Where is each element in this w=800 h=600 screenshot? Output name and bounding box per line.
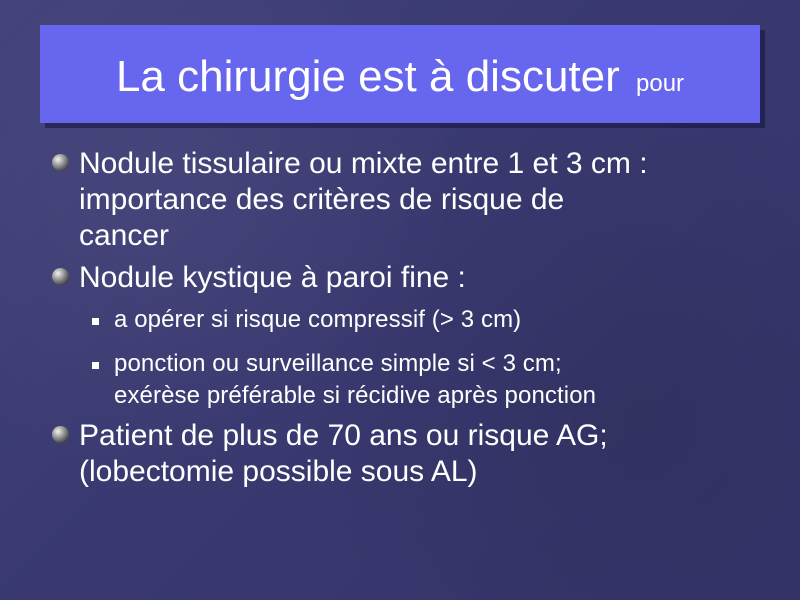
bullet-1-line-3: cancer (79, 219, 170, 252)
sub-bullet-2-2-line-2: exérèse préférable si récidive après ponction (114, 382, 597, 409)
sub-bullet-2-1 (52, 304, 772, 336)
bullet-2 (52, 260, 772, 296)
bullet-1-line-2: importance des critères de risque de (79, 183, 565, 216)
sphere-bullet-icon (52, 426, 69, 443)
bullet-3-line-2: (lobectomie possible sous AL) (79, 455, 478, 488)
slide-title (115, 52, 685, 101)
bullet-1-line-1: Nodule tissulaire ou mixte entre 1 et 3 cm : (79, 147, 648, 180)
sub-bullet-2-2-line-1: ponction ou surveillance simple si < 3 cm; (114, 350, 562, 377)
bullet-3 (52, 418, 772, 490)
title-box (40, 25, 760, 123)
slide-title-main: La chirurgie est à discuter (115, 52, 620, 101)
sphere-bullet-icon (52, 268, 69, 285)
slide-title-small: pour (636, 70, 685, 97)
square-bullet-icon (92, 318, 99, 325)
bullet-3-line-1: Patient de plus de 70 ans ou risque AG; (79, 419, 608, 452)
bullet-2-line-1: Nodule kystique à paroi fine : (79, 261, 466, 294)
sphere-bullet-icon (52, 154, 69, 171)
bullet-1 (52, 146, 772, 254)
sub-bullet-2-1-line-1: a opérer si risque compressif (> 3 cm) (114, 306, 522, 333)
sub-bullet-2-2 (52, 348, 772, 412)
slide-content (52, 146, 772, 496)
square-bullet-icon (92, 362, 99, 369)
